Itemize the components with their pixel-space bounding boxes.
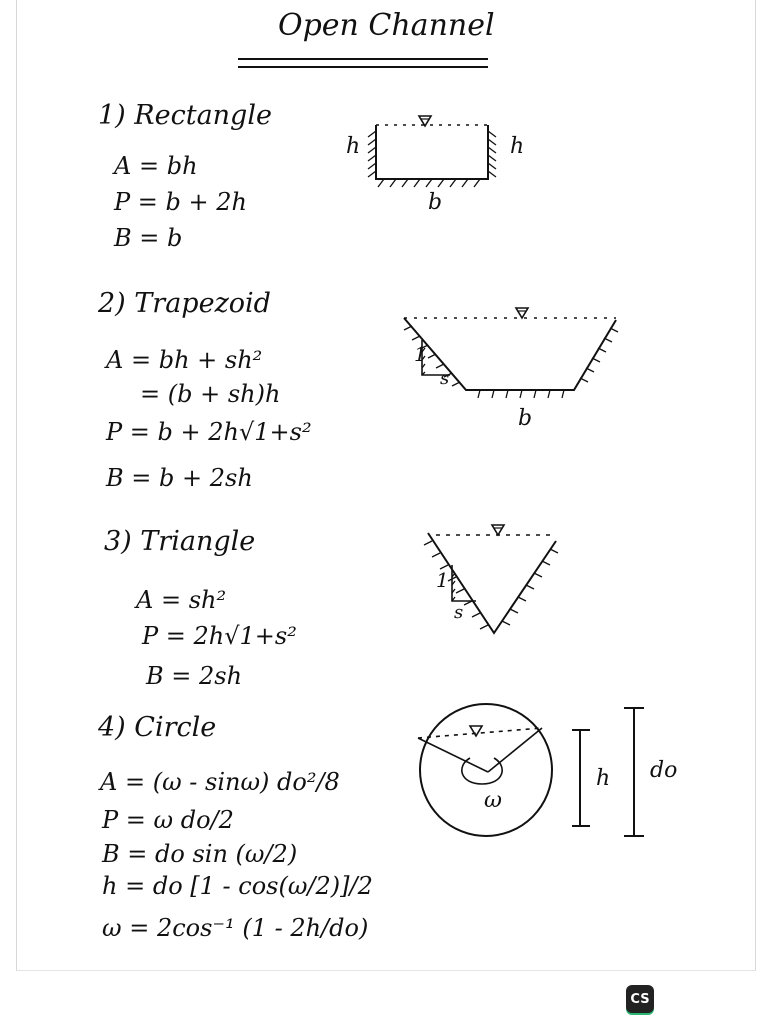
circle-depth-label: h xyxy=(596,766,611,791)
rectangle-width-formula: B = b xyxy=(114,224,183,252)
trapezoid-perimeter-formula: P = b + 2h√1+s² xyxy=(106,418,312,446)
trapezoid-slope-rise-label: 1 xyxy=(414,342,427,366)
circle-perimeter-formula: P = ω do/2 xyxy=(102,806,234,834)
triangle-area-formula: A = sh² xyxy=(136,586,227,614)
rectangle-left-depth-label: h xyxy=(346,134,361,159)
circle-heading: 4) Circle xyxy=(98,712,217,743)
circle-width-formula: B = do sin (ω/2) xyxy=(102,840,298,868)
trapezoid-channel-diagram xyxy=(390,300,640,410)
circle-diameter-label: do xyxy=(650,758,678,783)
title-double-underline xyxy=(238,66,488,68)
page-title: Open Channel xyxy=(278,8,495,43)
trapezoid-slope-run-label: s xyxy=(440,368,450,389)
title-underline xyxy=(238,58,488,60)
rectangle-right-depth-label: h xyxy=(510,134,525,159)
circle-depth-formula: h = do [1 - cos(ω/2)]/2 xyxy=(102,872,373,900)
rectangle-area-formula: A = bh xyxy=(114,152,198,180)
trapezoid-width-formula: B = b + 2sh xyxy=(106,464,253,492)
triangle-slope-rise-label: 1 xyxy=(436,568,449,592)
rectangle-bottom-width-label: b xyxy=(428,190,443,215)
circle-channel-diagram xyxy=(408,700,678,850)
triangle-heading: 3) Triangle xyxy=(104,526,256,557)
rectangle-perimeter-formula: P = b + 2h xyxy=(114,188,247,216)
trapezoid-area-formula: A = bh + sh² xyxy=(106,346,263,374)
trapezoid-bottom-width-label: b xyxy=(518,406,533,431)
circle-area-formula: A = (ω - sinω) do²/8 xyxy=(100,768,340,796)
triangle-width-formula: B = 2sh xyxy=(146,662,243,690)
trapezoid-heading: 2) Trapezoid xyxy=(98,288,271,319)
rectangle-heading: 1) Rectangle xyxy=(98,100,272,131)
circle-angle-formula: ω = 2cos⁻¹ (1 - 2h/do) xyxy=(102,914,369,942)
camscanner-logo: CS xyxy=(626,985,654,1013)
circle-angle-label: ω xyxy=(484,788,502,813)
triangle-perimeter-formula: P = 2h√1+s² xyxy=(142,622,297,650)
triangle-slope-run-label: s xyxy=(454,602,464,623)
trapezoid-area-factored: = (b + sh)h xyxy=(140,380,281,408)
